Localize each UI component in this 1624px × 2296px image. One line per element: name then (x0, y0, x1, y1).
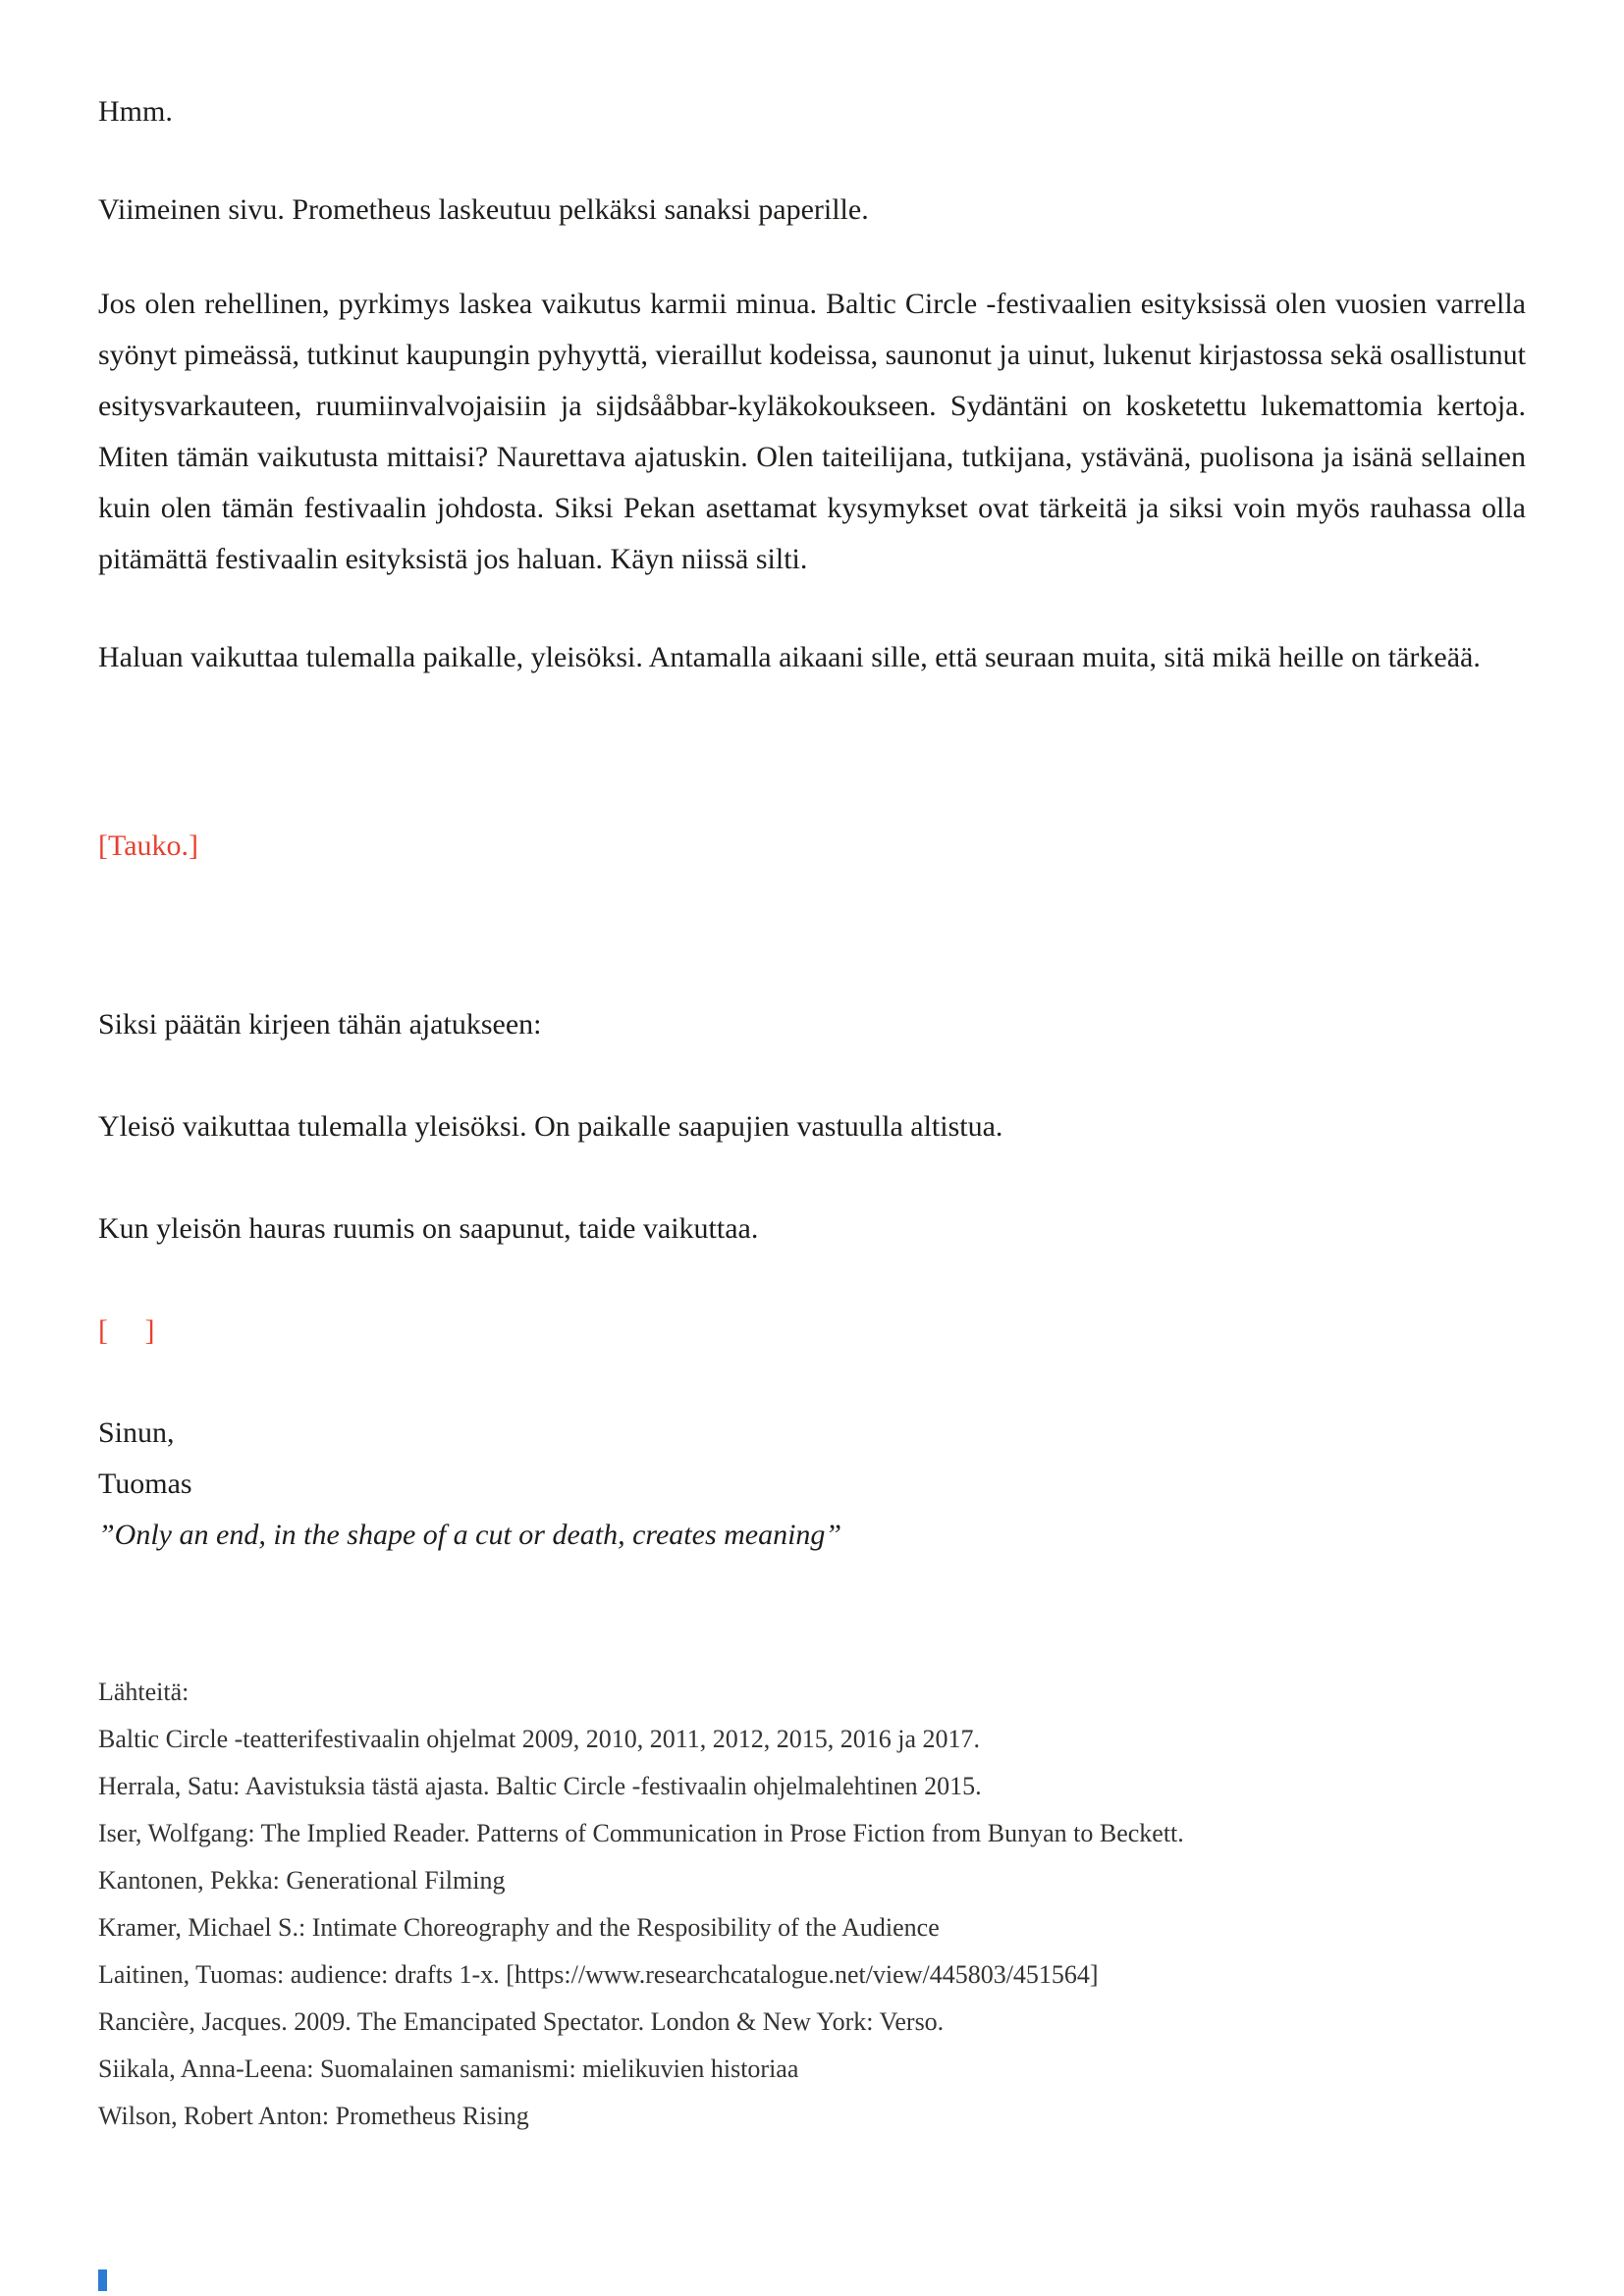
source-item: Baltic Circle -teatterifestivaalin ohjelmat 2009, 2010, 2011, 2012, 2015, 2016 ja 2017. (98, 1725, 981, 1753)
signoff-name: Tuomas (98, 1468, 192, 1500)
source-item: Laitinen, Tuomas: audience: drafts 1-x. [https://www.researchcatalogue.net/view/445803/451564] (98, 1960, 1099, 1989)
sources-section (98, 1669, 1526, 2140)
source-item: Siikala, Anna-Leena: Suomalainen samanismi: mielikuvien historiaa (98, 2055, 799, 2083)
sources-heading: Lähteitä: (98, 1678, 189, 1706)
paragraph-closing-thought: Siksi päätän kirjeen tähän ajatukseen: (98, 1008, 542, 1041)
source-item: Kramer, Michael S.: Intimate Choreography and the Resposibility of the Audience (98, 1913, 940, 1942)
source-item: Rancière, Jacques. 2009. The Emancipated Spectator. London & New York: Verso. (98, 2007, 945, 2036)
paragraph-yleiso: Yleisö vaikuttaa tulemalla yleisöksi. On paikalle saapujien vastuulla altistua. (98, 1110, 1003, 1143)
signoff-sinun: Sinun, (98, 1416, 175, 1449)
source-item: Kantonen, Pekka: Generational Filming (98, 1866, 506, 1895)
paragraph-main-body: Jos olen rehellinen, pyrkimys laskea vaikutus karmii minua. Baltic Circle -festivaalien esityksissä olen vuosien varrella syönyt pimeässä, tutkinut kaupungin pyhyyttä, vieraillut kodeissa, saunonut ja uinut, lukenut kirjastossa sekä osallistunut esitysvarkauteen, ruumiinvalvojaisiin ja sijdsååbbar-kyläkokoukseen. Sydäntäni on kosketettu lukemattomia kertoja. Miten tämän vaikutusta mittaisi? Naurettava ajatuskin. Olen taiteilijana, tutkijana, ystävänä, puolisona ja isänä sellainen kuin olen tämän festivaalin johdosta. Siksi Pekan asettamat kysymykset ovat tärkeitä ja siksi voin myös rauhassa olla pitämättä festivaalin esityksistä jos haluan. Käyn niissä silti. (98, 288, 1526, 575)
paragraph-hmm: Hmm. (98, 95, 173, 128)
empty-bracket-marker: [ ] (98, 1314, 155, 1347)
source-item: Wilson, Robert Anton: Prometheus Rising (98, 2102, 529, 2130)
pause-marker: [Tauko.] (98, 829, 199, 862)
blue-cursor-marker (98, 2269, 107, 2291)
paragraph-kun: Kun yleisön hauras ruumis on saapunut, taide vaikuttaa. (98, 1212, 759, 1245)
paragraph-haluan: Haluan vaikuttaa tulemalla paikalle, yleisöksi. Antamalla aikaani sille, että seuraan muita, sitä mikä heille on tärkeää. (98, 641, 1481, 673)
source-item: Herrala, Satu: Aavistuksia tästä ajasta. Baltic Circle -festivaalin ohjelmalehtinen 2015. (98, 1772, 982, 1800)
closing-quote: ”Only an end, in the shape of a cut or death, creates meaning” (98, 1519, 842, 1551)
paragraph-last-page: Viimeinen sivu. Prometheus laskeutuu pelkäksi sanaksi paperille. (98, 193, 869, 226)
source-item: Iser, Wolfgang: The Implied Reader. Patterns of Communication in Prose Fiction from Bunyan to Beckett. (98, 1819, 1184, 1847)
